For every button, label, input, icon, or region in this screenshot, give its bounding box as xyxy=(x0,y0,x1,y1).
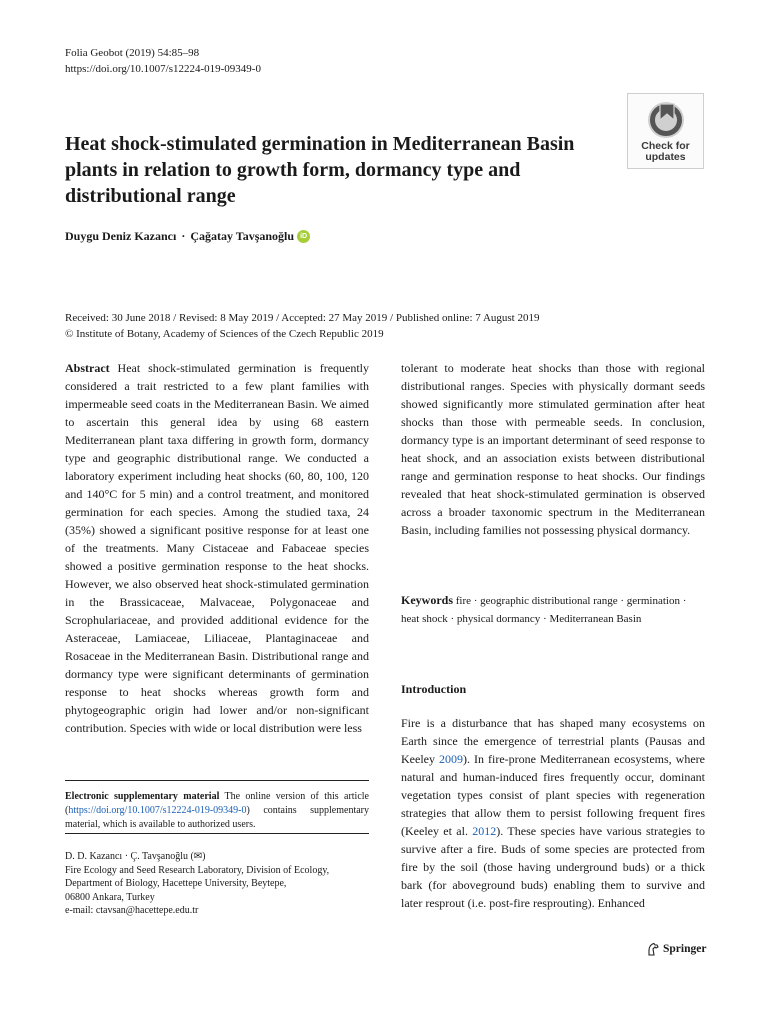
intro-text-part: Fire is a disturbance that has shaped many ecosystems on Earth since the emergence of terrestrial plants (Pausas and Keeley xyxy=(401,716,705,766)
abstract-text-right: tolerant to moderate heat shocks than those with regional distributional ranges. Species with physically dormant seeds showed significantly more stimulated germination after heat shocks than those with permeable seeds. In conclusion, dormancy type is an important determinant of seed response to heat shock, and an association exists between distributional range and germination response to heat shocks. Our findings revealed that heat shock-stimulated germination is observed across a broader taxonomic spectrum in the Mediterranean Basin, including families not possessing physical dormancy. xyxy=(401,361,705,537)
publication-history xyxy=(65,310,539,342)
keywords-block xyxy=(401,591,705,628)
citation-link[interactable]: 2012 xyxy=(472,824,497,838)
intro-text-part: ). In fire-prone Mediterranean ecosystems, where natural and human-induced fires frequently occur, dominant vegetation types consist of plant species with regeneration strategies that allow them to persist following frequent fires (Keeley et al. xyxy=(401,752,705,838)
abstract-column-left xyxy=(65,359,369,737)
supplementary-link[interactable]: https://doi.org/10.1007/s12224-019-09349-0 xyxy=(68,805,247,816)
publisher-logo xyxy=(646,942,706,956)
supplementary-label: Electronic supplementary material xyxy=(65,791,220,802)
footnote-divider-bottom xyxy=(65,833,369,834)
intro-text-part: ). These species have various strategies to survive after a fire. Buds of some species are protected from fire by the soil (those having underground buds) or a thick bark (for aboveground buds) enabling them to survive and later resprout (i.e. post-fire resprouting). Enhanced xyxy=(401,824,705,910)
introduction-heading: Introduction xyxy=(401,682,467,696)
supplementary-note xyxy=(65,790,369,832)
supplementary-text-after: ) contains supplementary material, which is available to authorized users. xyxy=(65,805,369,830)
author-name[interactable]: Duygu Deniz Kazancı xyxy=(65,229,177,243)
introduction-body xyxy=(401,714,705,912)
introduction-paragraph xyxy=(401,714,705,912)
copyright-line: © Institute of Botany, Academy of Sciences of the Czech Republic 2019 xyxy=(65,328,384,340)
springer-horse-icon xyxy=(646,942,660,956)
badge-line-2: updates xyxy=(645,151,686,163)
publisher-name: Springer xyxy=(663,943,707,955)
check-for-updates-icon xyxy=(646,100,686,140)
doi-link[interactable]: https://doi.org/10.1007/s12224-019-09349-0 xyxy=(65,63,261,75)
email-link[interactable]: e-mail: ctavsan@hacettepe.edu.tr xyxy=(65,905,199,916)
abstract-column-right xyxy=(401,359,705,539)
keywords-text: fire · geographic distributional range · germination · heat shock · physical dormancy · Mediterranean Basin xyxy=(401,595,687,625)
journal-citation: Folia Geobot (2019) 54:85–98 xyxy=(65,47,200,59)
publication-dates: Received: 30 June 2018 / Revised: 8 May 2019 / Accepted: 27 May 2019 / Published online: 7 August 2019 xyxy=(65,312,540,324)
abstract-label: Abstract xyxy=(65,361,110,375)
author-name[interactable]: Çağatay Tavşanoğlu xyxy=(190,229,295,243)
footnote-divider xyxy=(65,780,369,781)
affiliation-line: 06800 Ankara, Turkey xyxy=(65,891,155,903)
keywords-label: Keywords xyxy=(401,593,453,607)
supplementary-text-before: The online version of this article ( xyxy=(65,791,369,816)
article-title: Heat shock-stimulated germination in Mediterranean Basin plants in relation to growth form, dormancy type and distributional range xyxy=(65,133,575,207)
affiliation-line: Fire Ecology and Seed Research Laboratory, Division of Ecology, xyxy=(65,864,330,876)
correspondence-block xyxy=(65,850,329,918)
orcid-icon[interactable]: iD xyxy=(297,230,310,243)
affiliation-line: Department of Biology, Hacettepe University, Beytepe, xyxy=(65,878,287,889)
abstract-paragraph xyxy=(65,359,369,737)
correspondence-names: D. D. Kazancı · Ç. Tavşanoğlu (✉) xyxy=(65,851,206,862)
abstract-text-left: Heat shock-stimulated germination is frequently considered a trait restricted to a few plant families with impermeable seed coats in the Mediterranean Basin. We aimed to ascertain this general idea by using 68 eastern Mediterranean plant taxa differing in growth form, dormancy type and geographic distributional range. We conducted a laboratory experiment including heat shocks (60, 80, 100, 120 and 140°C for 5 min) and a control treatment, and monitored germination for each species. Among the studied taxa, 24 (35%) showed a significant positive response for at least one of the treatments. Many Cistaceae and Fabaceae species showed a positive germination response to the heat shocks. However, we also observed heat shock-stimulated germination in the Brassicaceae, Malvaceae, Polygonaceae and Scrophulariaceae, and provided additional evidence for the Asteraceae, Lamiaceae, Liliaceae, Plantaginaceae and Rosaceae in the Mediterranean Basin. Distributional range and dormancy type were significant determinants of germination response to heat shocks whereas growth form and phytogeographic origin had lower and/or non-significant contribution. Species with wide or local distribution were less xyxy=(65,361,370,735)
check-for-updates-badge[interactable] xyxy=(627,93,704,169)
citation-link[interactable]: 2009 xyxy=(439,752,463,766)
journal-reference xyxy=(65,45,261,77)
author-list xyxy=(65,229,310,244)
badge-line-1: Check for xyxy=(641,140,690,152)
author-separator: · xyxy=(181,229,186,243)
